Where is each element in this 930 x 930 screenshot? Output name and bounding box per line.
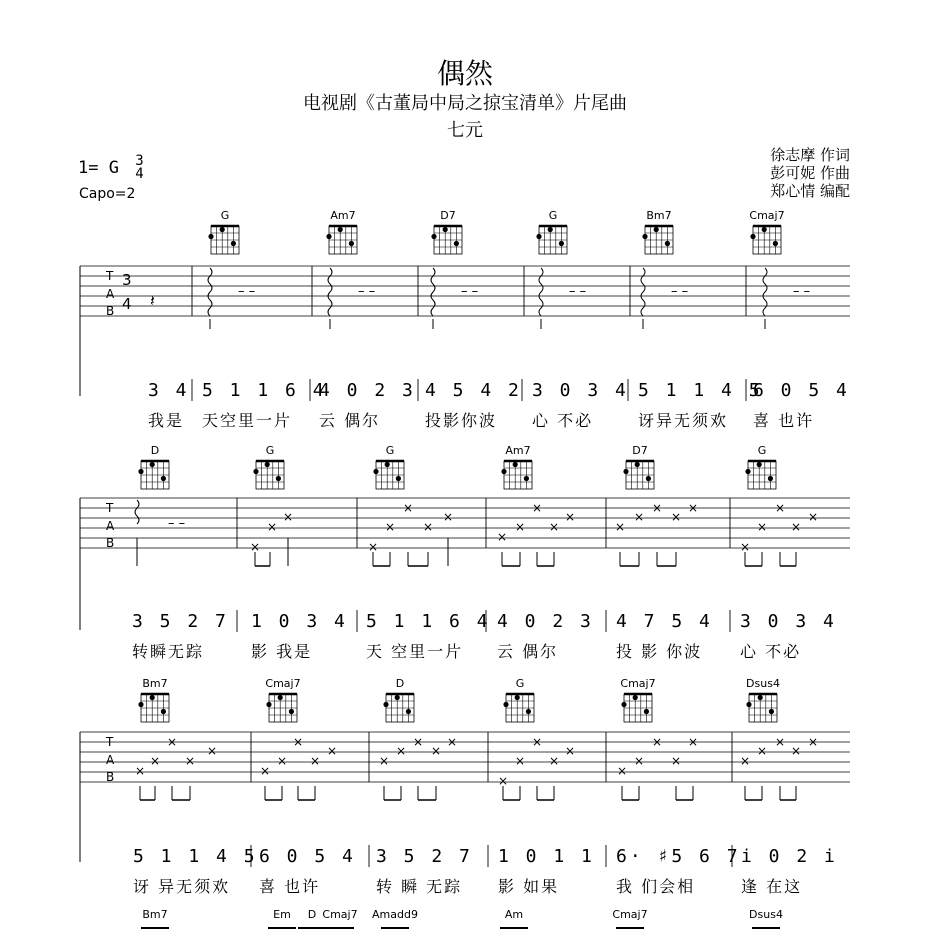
finger-dot [383,702,388,707]
chord-name: Amadd9 [372,908,418,921]
time-sig-top: 3 [122,271,132,289]
finger-dot [138,702,143,707]
jianpu-measure: 4 5 4 2 [425,380,522,401]
strum-arrow [208,268,212,316]
tab-mute-mark: × [292,735,304,749]
tab-mute-mark: × [166,735,178,749]
finger-dot [513,462,518,467]
lyric-line: 投影你波 [425,411,498,430]
lyric-line: 心 不必 [740,642,802,661]
strum-arrow [135,500,139,524]
tab-mute-mark: × [774,501,786,515]
key-label: 1= G [78,158,119,178]
tab-mute-mark: × [790,744,802,758]
chord-name: D [150,444,160,457]
chord-name: G [265,444,275,457]
finger-dot [750,234,755,239]
tab-mute-mark: × [687,735,699,749]
chord-name: Am7 [330,209,356,222]
chord-name: Cmaj7 [265,677,301,690]
tab-mute-mark: × [790,520,802,534]
finger-dot [501,469,506,474]
finger-dot [161,709,166,714]
chord-name: G [757,444,767,457]
lyric-line: 影 我是 [251,642,313,661]
lyric-line: 转瞬无踪 [132,642,205,661]
finger-dot [635,462,640,467]
tab-mute-mark: × [670,754,682,768]
finger-dot [231,241,236,246]
finger-dot [396,476,401,481]
chord-name: D7 [632,444,648,457]
rest-dashes: – – [461,284,479,299]
rest-dashes: – – [793,284,811,299]
finger-dot [633,695,638,700]
tab-mute-mark: × [616,764,628,778]
jianpu-measure: 3 5 2 7 [132,611,229,632]
tab-mute-mark: × [651,501,663,515]
finger-dot [646,476,651,481]
chord-name: Cmaj7 [612,908,648,921]
chord-name: G [385,444,395,457]
finger-dot [373,469,378,474]
tab-mute-mark: × [807,735,819,749]
tab-mute-mark: × [739,540,751,554]
chord-name: D [307,908,317,921]
finger-dot [150,695,155,700]
finger-dot [349,241,354,246]
credit-composer: 彭可妮 作曲 [770,164,850,182]
tab-clef-a: A [106,519,115,533]
finger-dot [515,695,520,700]
finger-dot [265,462,270,467]
jianpu-measure: 5 1 1 4 5 [638,380,763,401]
tab-mute-mark: × [756,520,768,534]
finger-dot [745,469,750,474]
tab-mute-mark: × [378,754,390,768]
finger-dot [266,702,271,707]
tab-mute-mark: × [134,764,146,778]
lyric-line: 天 空里一片 [366,642,464,661]
tab-mute-mark: × [266,520,278,534]
tab-mute-mark: × [249,540,261,554]
strum-arrow [431,268,435,316]
finger-dot [773,241,778,246]
tab-mute-mark: × [184,754,196,768]
chord-name: Bm7 [646,209,672,222]
finger-dot [559,241,564,246]
chord-name: Em [273,908,291,921]
chord-name: D [395,677,405,690]
tab-mute-mark: × [548,754,560,768]
tab-mute-mark: × [670,510,682,524]
lyric-line: 云 偶尔 [319,411,381,430]
tab-mute-mark: × [276,754,288,768]
strum-arrow [641,268,645,316]
finger-dot [338,227,343,232]
tab-mute-mark: × [412,735,424,749]
tab-mute-mark: × [531,735,543,749]
finger-dot [138,469,143,474]
jianpu-measure: i 0 2 i [741,846,838,867]
lyric-line: 影 如果 [498,877,560,896]
finger-dot [503,702,508,707]
lyric-line: 逢 在这 [741,877,803,896]
tab-mute-mark: × [326,744,338,758]
tab-mute-mark: × [259,764,271,778]
chord-name: D7 [440,209,456,222]
song-title: 偶然 [436,57,493,90]
time-sig-bottom: 4 [122,295,132,313]
finger-dot [642,234,647,239]
rest-dashes: – – [238,284,256,299]
lyric-line: 喜 也许 [259,877,321,896]
strum-arrow [539,268,543,316]
chord-name: Dsus4 [746,677,780,690]
tab-mute-mark: × [774,735,786,749]
finger-dot [278,695,283,700]
chord-name: G [548,209,558,222]
time-denominator: 4 [135,166,144,182]
chord-name: Am [504,908,524,921]
finger-dot [623,469,628,474]
lyric-line: 天空里一片 [202,411,293,430]
finger-dot [526,709,531,714]
tab-mute-mark: × [149,754,161,768]
tab-mute-mark: × [282,510,294,524]
jianpu-measure: 6 0 5 4 [259,846,356,867]
jianpu-measure: 3 0 3 4 [740,611,837,632]
lyric-line: 讶 异无须欢 [133,877,231,896]
lyric-line: 投 影 你波 [616,642,703,661]
chord-name: Bm7 [142,677,168,690]
credit-lyricist: 徐志摩 作词 [770,146,850,164]
lyric-line: 喜 也许 [753,411,815,430]
finger-dot [289,709,294,714]
lyric-line: 我是 [148,411,185,430]
tab-mute-mark: × [402,501,414,515]
time-numerator: 3 [135,153,144,169]
finger-dot [406,709,411,714]
credit-arranger: 郑心情 编配 [770,182,850,200]
tab-mute-mark: × [206,744,218,758]
rest-symbol: 𝄽 [150,291,155,310]
finger-dot [762,227,767,232]
tab-mute-mark: × [564,510,576,524]
tab-mute-mark: × [422,520,434,534]
tab-clef-b: B [106,770,115,784]
tab-mute-mark: × [514,754,526,768]
jianpu-measure: 6· ♯5 6 7 [616,846,741,867]
jianpu-measure: 5 1 1 4 5 [133,846,258,867]
finger-dot [220,227,225,232]
finger-dot [524,476,529,481]
jianpu-measure: 1 0 1 1 [498,846,595,867]
finger-dot [326,234,331,239]
lyric-line: 讶异无须欢 [638,411,729,430]
finger-dot [385,462,390,467]
finger-dot [665,241,670,246]
jianpu-measure: 3 4 [148,380,190,401]
finger-dot [395,695,400,700]
finger-dot [644,709,649,714]
tab-mute-mark: × [651,735,663,749]
tab-clef-a: A [106,753,115,767]
jianpu-measure: 5 1 1 6 4 [366,611,491,632]
strum-arrow [328,268,332,316]
chord-name: G [220,209,230,222]
lyric-line: 心 不必 [532,411,594,430]
finger-dot [757,462,762,467]
tab-mute-mark: × [446,735,458,749]
chord-name: Cmaj7 [322,908,358,921]
finger-dot [621,702,626,707]
lyric-line: 我 们会相 [616,877,696,896]
jianpu-measure: 4 7 5 4 [616,611,713,632]
rest-dashes: – – [168,516,186,531]
tab-mute-mark: × [384,520,396,534]
chord-name: Bm7 [142,908,168,921]
jianpu-measure: 4 0 2 3 [497,611,594,632]
finger-dot [161,476,166,481]
tab-mute-mark: × [309,754,321,768]
finger-dot [768,476,773,481]
lyric-line: 云 偶尔 [497,642,559,661]
tab-mute-mark: × [514,520,526,534]
rest-dashes: – – [671,284,689,299]
finger-dot [769,709,774,714]
tab-mute-mark: × [496,530,508,544]
jianpu-measure: 5 1 1 6 4 [202,380,327,401]
tab-mute-mark: × [531,501,543,515]
lyric-line: 转 瞬 无踪 [376,877,463,896]
finger-dot [548,227,553,232]
jianpu-measure: 4 0 2 3 [319,380,416,401]
finger-dot [746,702,751,707]
jianpu-measure: 3 0 3 4 [532,380,629,401]
chord-name: Cmaj7 [749,209,785,222]
tab-mute-mark: × [807,510,819,524]
tab-clef-t: T [106,501,114,515]
chord-name: Cmaj7 [620,677,656,690]
tab-mute-mark: × [739,754,751,768]
finger-dot [758,695,763,700]
jianpu-measure: 3 5 2 7 [376,846,473,867]
tab-mute-mark: × [395,744,407,758]
tab-clef-b: B [106,536,115,550]
finger-dot [150,462,155,467]
finger-dot [253,469,258,474]
finger-dot [536,234,541,239]
chord-name: Am7 [505,444,531,457]
rest-dashes: – – [569,284,587,299]
tab-mute-mark: × [687,501,699,515]
rest-dashes: – – [358,284,376,299]
tab-clef-b: B [106,304,115,318]
tab-mute-mark: × [497,774,509,788]
tab-clef-a: A [106,287,115,301]
tab-mute-mark: × [367,540,379,554]
finger-dot [443,227,448,232]
tab-clef-t: T [106,735,114,749]
tab-mute-mark: × [564,744,576,758]
tab-mute-mark: × [548,520,560,534]
finger-dot [454,241,459,246]
finger-dot [654,227,659,232]
finger-dot [431,234,436,239]
chord-name: Dsus4 [749,908,783,921]
jianpu-measure: 6 0 5 4 [753,380,850,401]
tab-mute-mark: × [430,744,442,758]
tab-mute-mark: × [442,510,454,524]
strum-arrow [763,268,767,316]
capo-label: Capo=2 [79,186,136,202]
tab-mute-mark: × [756,744,768,758]
tab-mute-mark: × [633,510,645,524]
chord-name: G [515,677,525,690]
tab-mute-mark: × [633,754,645,768]
finger-dot [208,234,213,239]
finger-dot [276,476,281,481]
jianpu-measure: 1 0 3 4 [251,611,348,632]
song-subtitle: 电视剧《古董局中局之掠宝清单》片尾曲 [303,93,627,114]
singer-name: 七元 [447,120,483,141]
tab-clef-t: T [106,269,114,283]
tab-mute-mark: × [614,520,626,534]
